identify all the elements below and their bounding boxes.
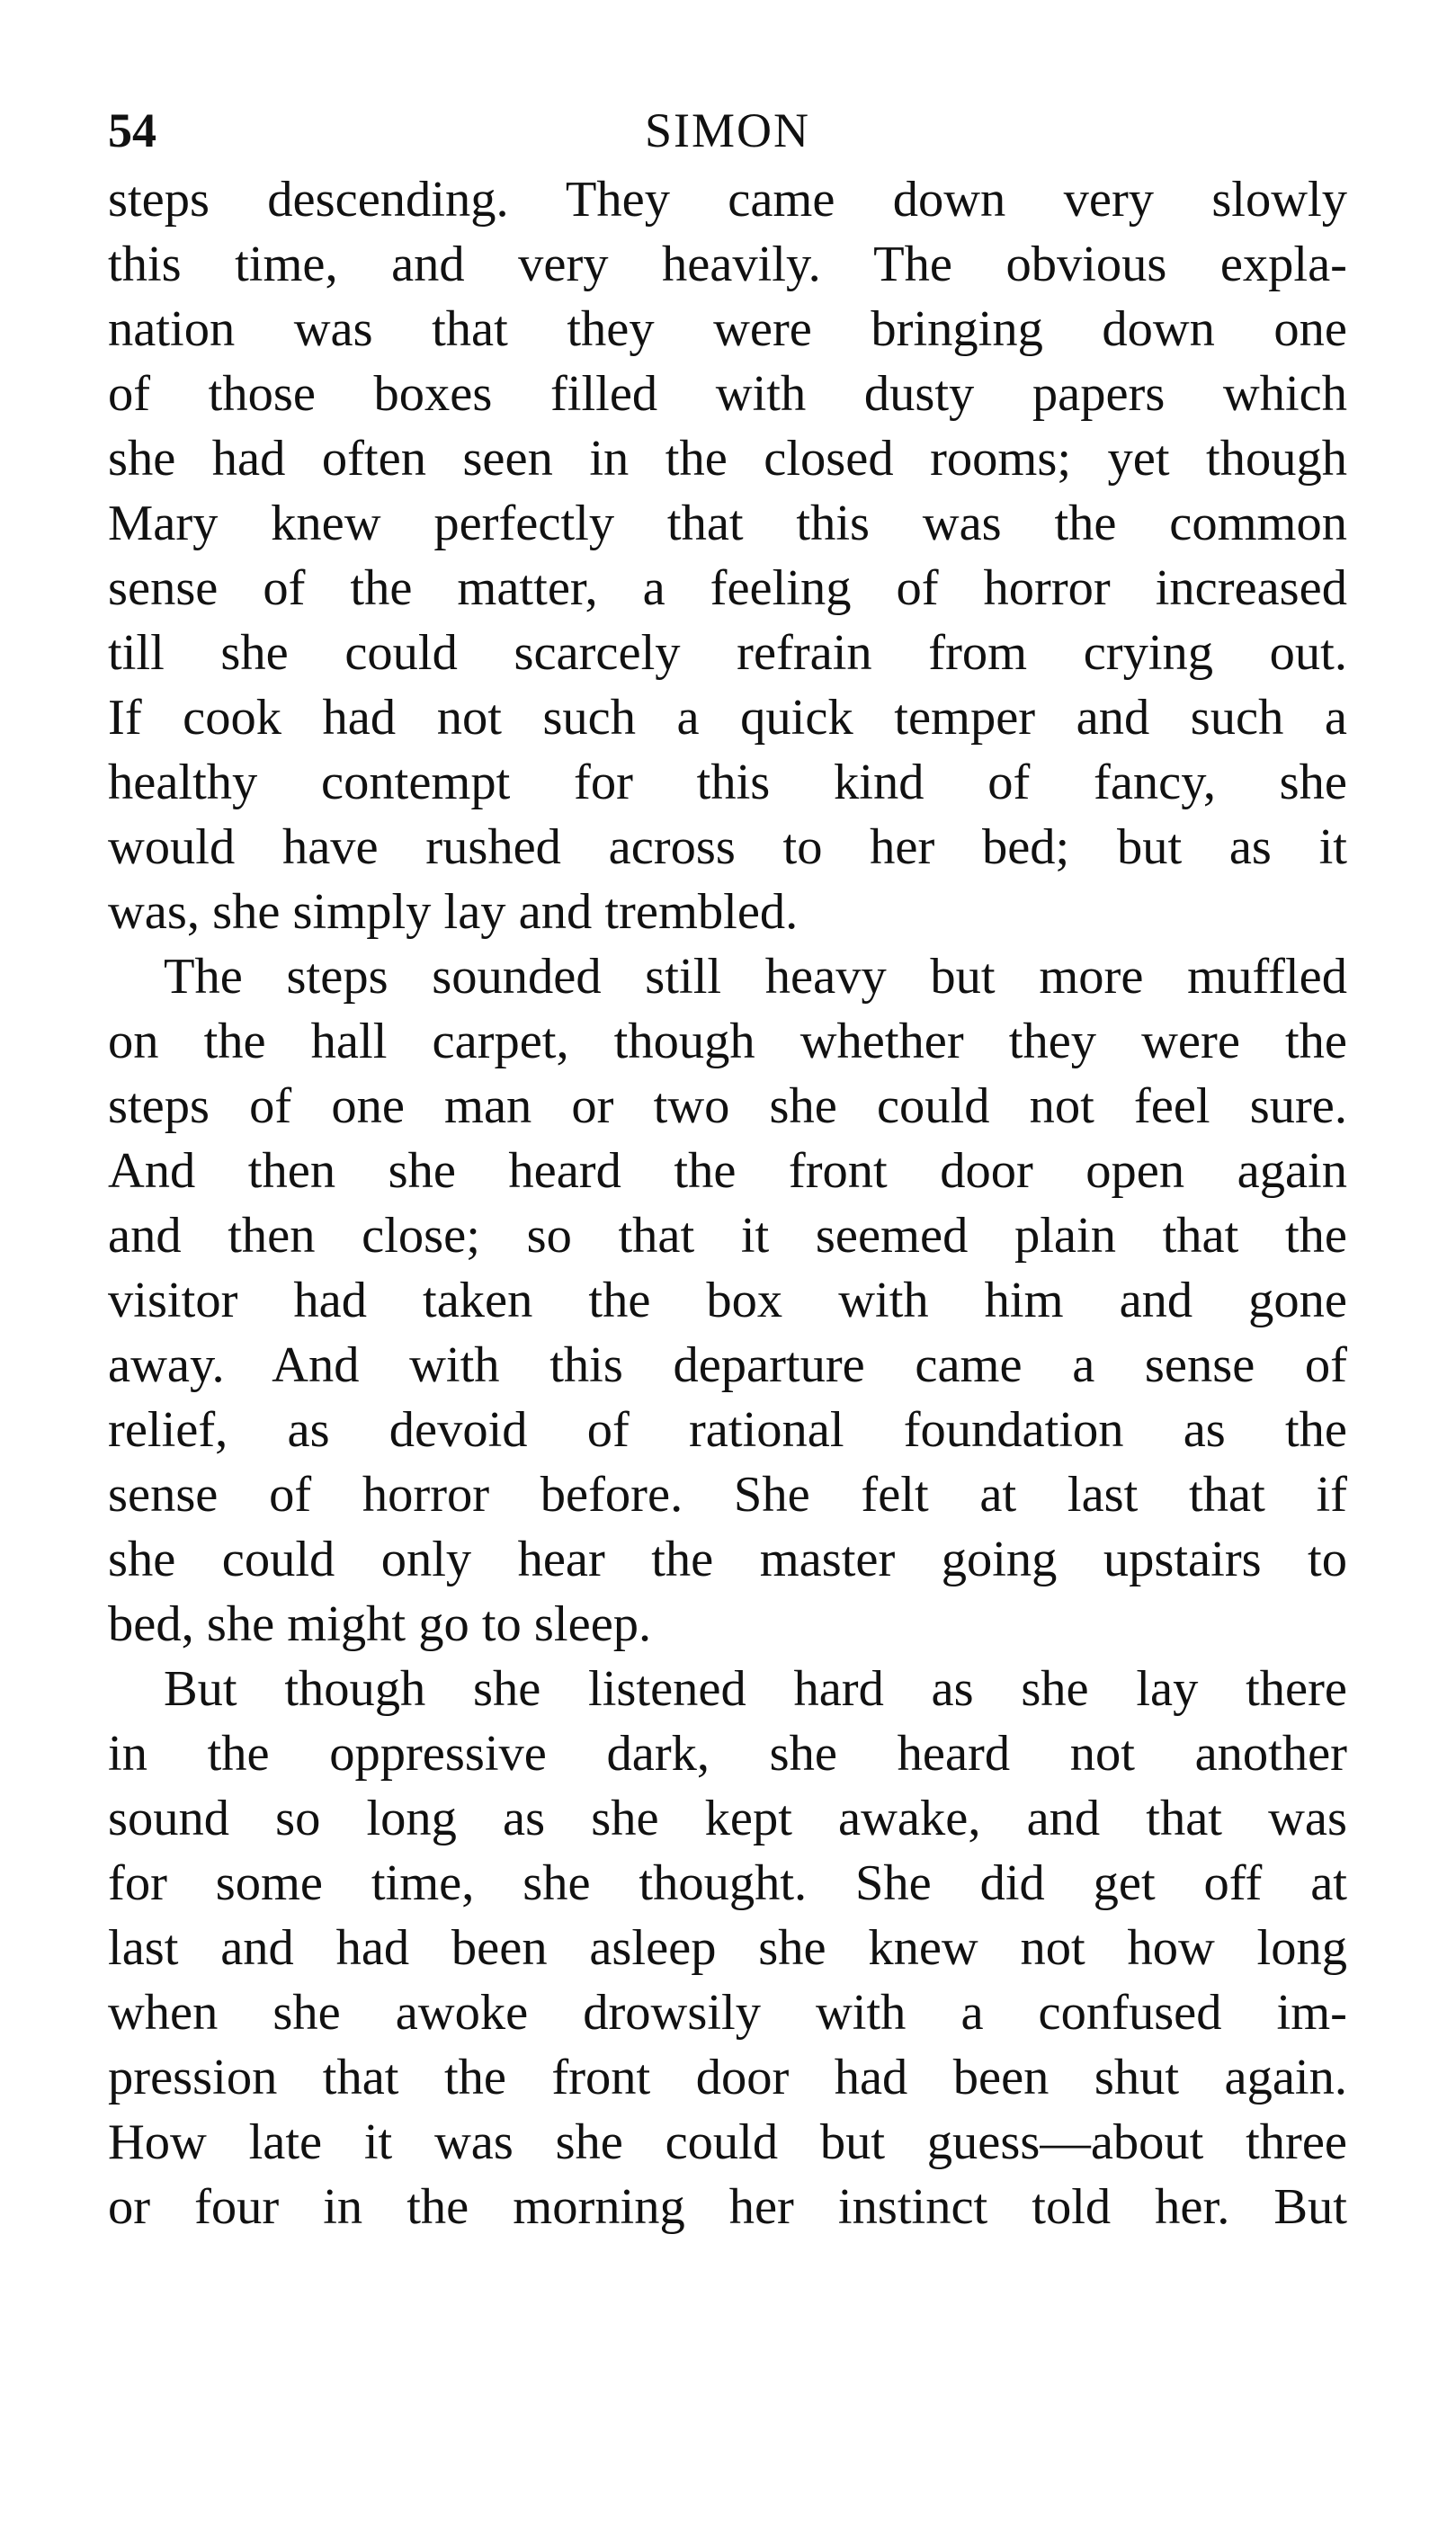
text-line: when she awoke drowsily with a confused im- (108, 1985, 1347, 2041)
body-text (108, 167, 1347, 2239)
book-page (108, 99, 1347, 2239)
text-line: And then she heard the front door open again (108, 1143, 1347, 1199)
text-line: But though she listened hard as she lay there (164, 1661, 1347, 1717)
text-line: pression that the front door had been shut again. (108, 2050, 1347, 2105)
text-line: she had often seen in the closed rooms; yet though (108, 431, 1347, 487)
text-line: How late it was she could but guess—about three (108, 2114, 1347, 2170)
text-line: and then close; so that it seemed plain that the (108, 1208, 1347, 1264)
text-line: was, she simply lay and trembled. (108, 884, 799, 940)
paragraph (108, 167, 1347, 944)
running-head (108, 99, 1347, 162)
text-line: relief, as devoid of rational foundation as the (108, 1402, 1347, 1458)
text-line: last and had been asleep she knew not how long (108, 1920, 1347, 1976)
text-line: of those boxes filled with dusty papers which (108, 366, 1347, 422)
text-line: If cook had not such a quick temper and such a (108, 690, 1347, 746)
text-line: steps of one man or two she could not feel sure. (108, 1078, 1347, 1134)
text-line: in the oppressive dark, she heard not another (108, 1726, 1347, 1782)
text-line: healthy contempt for this kind of fancy, she (108, 755, 1347, 810)
text-line: Mary knew perfectly that this was the common (108, 496, 1347, 551)
text-line: The steps sounded still heavy but more muffled (164, 949, 1347, 1005)
text-line: sense of horror before. She felt at last that if (108, 1467, 1347, 1523)
text-line: for some time, she thought. She did get off at (108, 1855, 1347, 1911)
text-line: visitor had taken the box with him and gone (108, 1273, 1347, 1328)
text-line: this time, and very heavily. The obvious expla- (108, 237, 1347, 292)
text-line: till she could scarcely refrain from crying out. (108, 625, 1347, 681)
text-line: or four in the morning her instinct told her. But (108, 2179, 1347, 2235)
text-line: nation was that they were bringing down one (108, 301, 1347, 357)
text-line: bed, she might go to sleep. (108, 1596, 652, 1652)
text-line: steps descending. They came down very slowly (108, 172, 1347, 228)
paragraph (108, 1657, 1347, 2239)
text-line: she could only hear the master going upstairs to (108, 1532, 1347, 1587)
running-title: SIMON (644, 103, 811, 157)
paragraph (108, 944, 1347, 1657)
text-line: sense of the matter, a feeling of horror increased (108, 560, 1347, 616)
text-line: on the hall carpet, though whether they were the (108, 1014, 1347, 1069)
text-line: away. And with this departure came a sense of (108, 1337, 1347, 1393)
text-line: would have rushed across to her bed; but as it (108, 819, 1347, 875)
page-number: 54 (108, 103, 156, 157)
text-line: sound so long as she kept awake, and that was (108, 1791, 1347, 1846)
